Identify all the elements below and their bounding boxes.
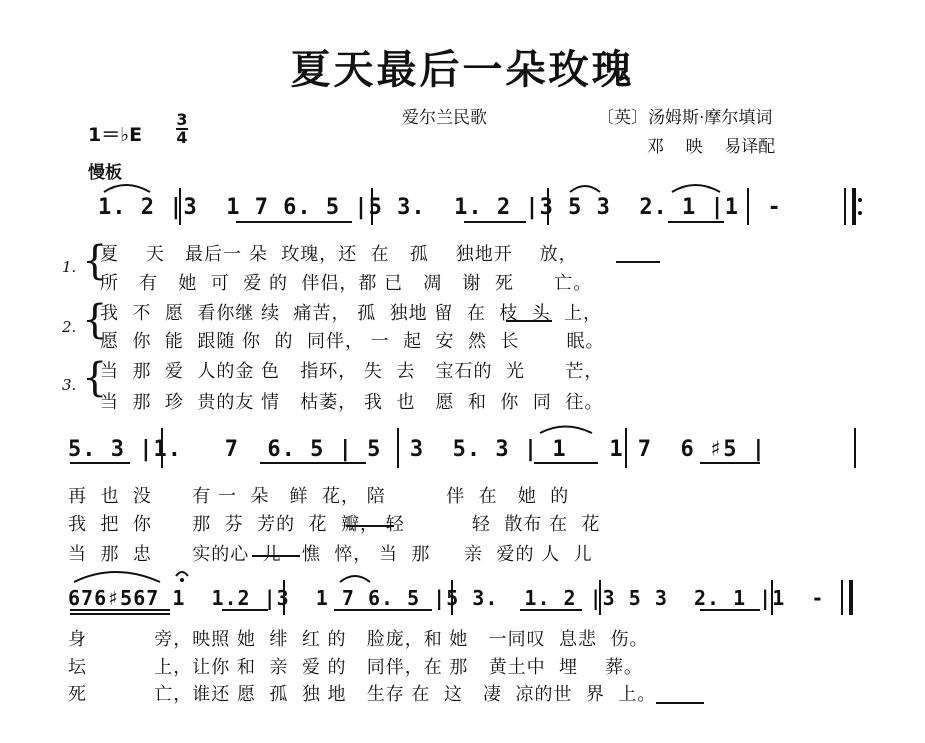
lyric-line-4a: 再 也 没 有 一 朵 鲜 花， 陪 伴 在 她 的 xyxy=(68,486,570,507)
fermata-mark xyxy=(176,572,188,576)
lyric-line-4b: 我 把 你 那 芬 芳的 花 瓣， 轻 轻 散布 在 花 xyxy=(68,514,601,535)
translator-credit: 邓 映 易译配 xyxy=(647,137,776,157)
key-signature: 1＝♭E xyxy=(88,124,143,146)
lyric-line-3b: 当 那 珍 贵的友 情 枯萎， 我 也 愿 和 你 同 往。 xyxy=(100,392,604,413)
slur-mark xyxy=(340,576,370,582)
verse-number-1: 1. xyxy=(62,258,77,276)
slur-mark xyxy=(570,186,600,192)
slur-mark xyxy=(672,185,720,192)
repeat-dot xyxy=(858,198,862,202)
verse-brace-1: { xyxy=(82,238,108,284)
lyric-line-2b: 愿 你 能 跟随 你 的 同伴， 一 起 安 然 长 眠。 xyxy=(100,331,605,352)
lyric-line-4c: 当 那 忠 实的心 儿 憔 悴， 当 那 亲 爱的 人 儿 xyxy=(68,544,593,565)
lyric-line-1b: 所 有 她 可 爱 的 伴侣，都 已 凋 谢 死 亡。 xyxy=(100,273,593,294)
lyric-line-5b: 坛 上，让你 和 亲 爱 的 同伴，在 那 黄土中 埋 葬。 xyxy=(68,657,643,678)
system3-notation: 676♯567 1 1.2 |3 1 7 6. 5 |5 3. 1. 2 |3 5 3 2. 1 |1 - xyxy=(68,586,825,610)
lyricist-credit: 〔英〕汤姆斯·摩尔填词 xyxy=(597,108,773,128)
lyric-line-1a: 夏 天 最后一 朵 玫瑰，还 在 孤 独地开 放， xyxy=(100,244,578,265)
tempo-marking: 慢板 xyxy=(88,163,122,183)
system1-notation: 1. 2 |3 1 7 6. 5 |5 3. 1. 2 |3 5 3 2. 1 |1 - xyxy=(98,195,782,220)
song-origin: 爱尔兰民歌 xyxy=(402,108,487,128)
fermata-dot xyxy=(180,578,184,582)
lyric-line-5a: 身 旁，映照 她 绯 红 的 脸庞，和 她 一同叹 息悲 伤。 xyxy=(68,629,649,650)
time-signature-top: 3 xyxy=(176,110,188,129)
time-signature-bottom: 4 xyxy=(176,128,188,147)
slur-mark xyxy=(104,185,150,192)
slur-mark xyxy=(540,427,592,434)
verse-number-3: 3. xyxy=(62,376,77,394)
verse-number-2: 2. xyxy=(62,318,77,336)
lyric-line-5c: 死 亡，谁还 愿 孤 独 地 生存 在 这 凄 凉的世 界 上。 xyxy=(68,684,657,705)
verse-brace-3: { xyxy=(82,355,108,401)
lyric-line-3a: 当 那 爱 人的金 色 指环， 失 去 宝石的 光 芒， xyxy=(100,361,604,382)
triplet-slur xyxy=(74,572,160,582)
verse-brace-2: { xyxy=(82,297,108,343)
system2-notation: 5. 3 |1. 7 6. 5 | 5 3 5. 3 | 1 1 7 6 ♯5 | xyxy=(68,437,767,462)
song-title: 夏天最后一朵玫瑰 xyxy=(290,47,635,93)
lyric-line-2a: 我 不 愿 看你继 续 痛苦， 孤 独地 留 在 枝 头 上， xyxy=(100,303,603,324)
repeat-dot xyxy=(858,211,862,215)
